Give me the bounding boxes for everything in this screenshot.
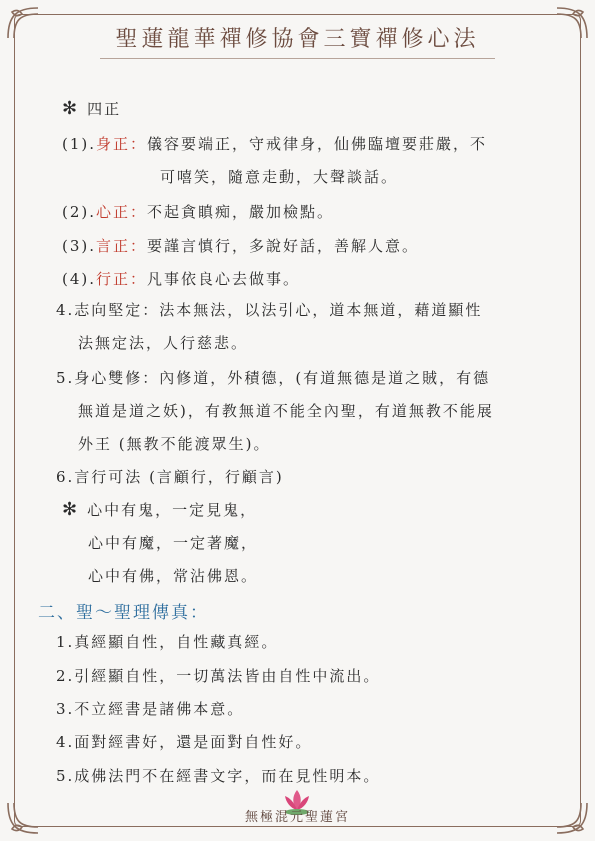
asterisk-icon: ✻ <box>62 499 80 520</box>
list-item: 4.面對經書好，還是面對自性好。 <box>56 733 313 751</box>
item-label: 身正： <box>96 135 148 153</box>
verse-text: 心中有鬼，一定見鬼， <box>87 501 258 519</box>
title-divider <box>100 58 495 59</box>
paragraph-line: 6.言行可法 (言顧行，行顧言) <box>56 468 284 486</box>
list-item: 3.不立經書是諸佛本意。 <box>56 700 245 718</box>
verse-line <box>62 499 257 520</box>
item-number: (1). <box>62 135 97 153</box>
item-text: 不起貪瞋痴，嚴加檢點。 <box>147 203 335 221</box>
paragraph-line: 法無定法，人行慈悲。 <box>78 334 249 352</box>
paragraph-line: 4.志向堅定：法本無法，以法引心，道本無道，藉道顯性 <box>56 301 483 319</box>
list-item <box>62 235 419 256</box>
item-text: 要謹言慎行，多說好話，善解人意。 <box>147 237 420 255</box>
asterisk-icon: ✻ <box>62 98 80 119</box>
section-heading-four-rights <box>62 98 121 119</box>
list-item: 5.成佛法門不在經書文字，而在見性明本。 <box>56 767 381 785</box>
footer-temple-name: 無極混元聖蓮宮 <box>244 810 350 825</box>
page-title: 聖蓮龍華禪修協會三寶禪修心法 <box>115 27 480 52</box>
verse-line: 心中有佛，常沾佛恩。 <box>88 567 259 585</box>
item-text: 凡事依良心去做事。 <box>147 270 301 288</box>
item-label: 心正： <box>96 203 148 221</box>
verse-line: 心中有魔，一定著魔， <box>88 534 259 552</box>
item-continuation: 可嘻笑，隨意走動，大聲談話。 <box>160 168 399 186</box>
paragraph-line: 外王 (無教不能渡眾生)。 <box>78 435 271 453</box>
list-item <box>62 133 487 154</box>
item-number: (3). <box>62 237 97 255</box>
paragraph-line: 無道是道之妖)，有教無道不能全內聖，有道無教不能展 <box>78 402 494 420</box>
item-number: (2). <box>62 203 97 221</box>
item-label: 言正： <box>96 237 148 255</box>
list-item <box>62 268 300 289</box>
list-item <box>62 201 334 222</box>
list-item: 1.真經顯自性，自性藏真經。 <box>56 633 279 651</box>
item-number: (4). <box>62 270 97 288</box>
list-item: 2.引經顯自性，一切萬法皆由自性中流出。 <box>56 667 381 685</box>
heading-text: 四正 <box>87 100 122 118</box>
section-heading-holy-truth: 二、聖～聖理傳真： <box>38 603 209 623</box>
item-label: 行正： <box>96 270 148 288</box>
paragraph-line: 5.身心雙修：內修道，外積德，(有道無德是道之賊，有德 <box>56 369 491 387</box>
item-text: 儀容要端正，守戒律身，仙佛臨壇要莊嚴，不 <box>147 135 488 153</box>
